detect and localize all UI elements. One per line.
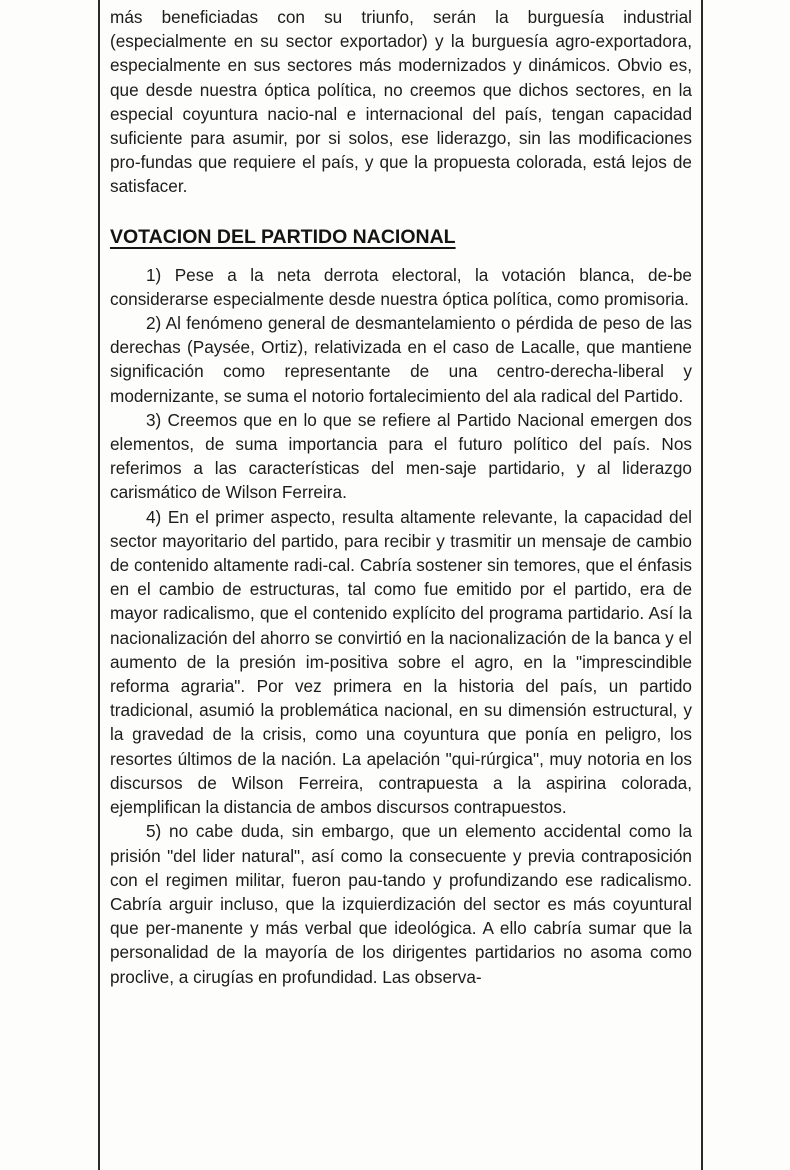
paragraph-5: 5) no cabe duda, sin embargo, que un elemento accidental como la prisión "del lider natural", así como la consecuente y previa contraposición con el regimen militar, fueron pau-tando y profundizando ese radicalismo. Cabría arguir incluso, que la izquierdización del sector es más coyuntural que per-manente y más verbal que ideológica. A ello cabría sumar que la personalidad de la mayoría de los dirigentes partidarios no asoma como proclive, a cirugías en profundidad. Las observa- <box>110 821 692 987</box>
right-column-rule <box>701 0 703 1170</box>
paragraph-1: 1) Pese a la neta derrota electoral, la votación blanca, de-be considerarse especialmente desde nuestra óptica política, como promisoria. <box>110 264 692 309</box>
paragraph-2: 2) Al fenómeno general de desmantelamiento o pérdida de peso de las derechas (Paysée, Ortiz), relativizada en el caso de Lacalle, que mantiene significación como representante de una centro-derecha-liberal y modernizante, se suma el notorio fortalecimiento del ala radical del Partido. <box>110 313 692 406</box>
text-column <box>110 5 692 989</box>
paragraph-3: 3) Creemos que en lo que se refiere al Partido Nacional emergen dos elementos, de suma importancia para el futuro político del país. Nos referimos a las características del men-saje partidario, y al liderazgo carismático de Wilson Ferreira. <box>110 409 692 503</box>
paragraph-4: 4) En el primer aspecto, resulta altamente relevante, la capacidad del sector mayoritario del partido, para recibir y trasmitir un mensaje de cambio de contenido altamente radi-cal. Cabría sostener sin temores, que el énfasis en el cambio de estructuras, tal como fue emitido por el partido, era de mayor radicalismo, que el contenido explícito del programa partidario. Así la nacionalización del ahorro se convirtió en la nacionalización de la banca y el aumento de la presión im-positiva sobre el agro, en la "imprescindible reforma agraria". Por vez primera en la historia del país, un partido tradicional, asumió la problemática nacional, en su dimensión estructural, y la gravedad de la crisis, como una coyuntura que ponía en peligro, los resortes últimos de la nación. La apelación "qui-rúrgica", muy notoria en los discursos de Wilson Ferreira, contrapuesta a la aspirina colorada, ejemplifican la distancia de ambos discursos contrapuestos. <box>110 506 692 818</box>
section-heading: VOTACION DEL PARTIDO NACIONAL <box>110 225 456 248</box>
intro-paragraph: más beneficiadas con su triunfo, serán la burguesía industrial (especialmente en su sector exportador) y la burguesía agro-exportadora, especialmente en sus sectores más modernizados y dinámicos. Obvio es, que desde nuestra óptica política, no creemos que dichos sectores, en la especial coyuntura nacio-nal e internacional del país, tengan capacidad suficiente para asumir, por si solos, ese liderazgo, sin las modificaciones pro-fundas que requiere el país, y que la propuesta colorada, está lejos de satisfacer. <box>110 7 692 197</box>
left-column-rule <box>98 0 100 1170</box>
